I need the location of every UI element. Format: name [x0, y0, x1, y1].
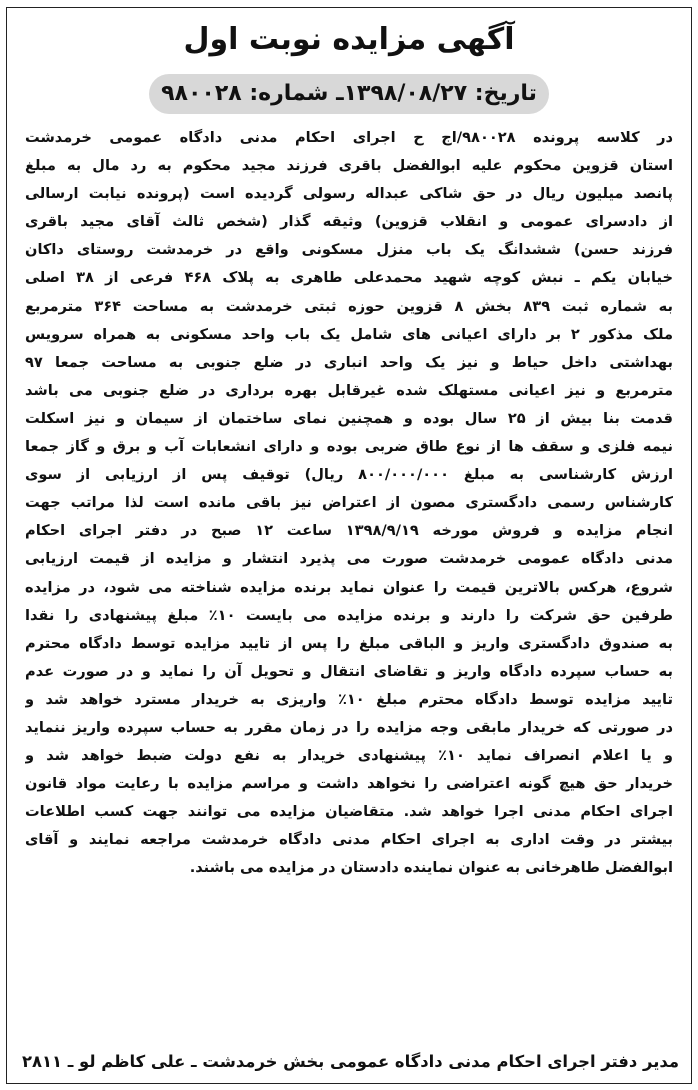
notice-body-line: اجرای احکام مدنی اجرا خواهد شد. متقاضیان مزایده می توانند جهت کسب اطلاعات: [25, 803, 673, 821]
notice-title: آگهی مزایده نوبت اول: [183, 22, 515, 57]
notice-body-line: در کلاسه پرونده ۹۸۰۰۲۸/اج ح اجرای احکام مدنی دادگاه عمومی خرمدشت: [25, 129, 673, 146]
notice-body-line: ارزش کارشناسی به مبلغ ۸۰۰/۰۰۰/۰۰۰ ریال) توقیف پس از ارزیابی از سوی: [25, 466, 673, 484]
notice-frame: [6, 7, 692, 1084]
notice-body-line: شروع، هرکس بالاترین قیمت را عنوان نماید برنده مزایده شناخته می شود، در مزایده: [25, 578, 673, 596]
notice-body: [7, 114, 691, 883]
notice-body-line: پانصد میلیون ریال در حق شاکی عبداله رسولی گردیده است (پرونده نیابت ارسالی: [25, 185, 673, 203]
notice-body-line: مترمربع و نیز اعیانی مستهلک شده غیرقابل بهره برداری در ضلع جنوبی می باشد: [25, 381, 673, 399]
notice-body-line: به شماره ثبت ۸۳۹ بخش ۸ قزوین حوزه ثبتی خرمدشت به مساحت ۳۶۴ مترمربع: [25, 297, 673, 315]
notice-body-line: خیابان یکم ـ نبش کوچه شهید محمدعلی طاهری به پلاک ۴۶۸ فرعی از ۳۸ اصلی: [25, 269, 673, 287]
notice-body-line: ملک مذکور ۲ بر دارای اعیانی های شامل یک باب واحد مسکونی به همراه سرویس: [25, 325, 673, 343]
notice-body-line: و یا اعلام انصراف نماید ۱۰٪ پیشنهادی خریدار به نفع دولت ضبط خواهد شد و: [25, 747, 673, 765]
notice-footer-signature: مدیر دفتر اجرای احکام مدنی دادگاه عمومی بخش خرمدشت ـ علی کاظم لو ـ ۲۸۱۱: [22, 1052, 679, 1071]
notice-body-line: تایید مزایده توسط دادگاه محترم مبلغ ۱۰٪ واریزی به خریدار مسترد خواهد شد و: [25, 690, 673, 708]
notice-body-line: فرزند حسن) ششدانگ یک باب منزل مسکونی واقع در خرمدشت روستای داکان: [25, 241, 673, 259]
notice-body-line: انجام مزایده و فروش مورخه ۱۳۹۸/۹/۱۹ ساعت ۱۲ صبح در دفتر اجرای احکام: [25, 522, 673, 540]
notice-body-line: استان قزوین محکوم علیه ابوالفضل باقری فرزند مجید محکوم به رد مال به مبلغ: [25, 157, 673, 175]
notice-body-line: به صندوق دادگستری واریز و الباقی مبلغ را پس از تایید مزایده توسط دادگاه محترم: [25, 634, 673, 652]
notice-body-line: به حساب سپرده دادگاه واریز و تقاضای انتقال و تحویل آن را نماید و در صورت عدم: [25, 662, 673, 680]
notice-body-line: نیمه فلزی و سقف ها از نوع طاق ضربی بوده و دارای انشعابات آب و برق و گاز جمعا: [25, 438, 673, 456]
notice-body-line: خریدار حق هیچ گونه اعتراضی را نخواهد داشت و مراسم مزایده با رعایت مواد قانون: [25, 775, 673, 793]
notice-body-line: در صورتی که خریدار مابقی وجه مزایده را در زمان مقرر به حساب سپرده واریز ننماید: [25, 718, 673, 736]
notice-body-line: بهداشتی داخل حیاط و نیز یک واحد انباری در ضلع جنوبی به مساحت جمعا ۹۷: [25, 353, 673, 371]
notice-body-line: ابوالفضل طاهرخانی به عنوان نماینده دادستان در مزایده می باشند.: [189, 859, 673, 877]
notice-date-number: تاریخ: ۱۳۹۸/۰۸/۲۷ـ شماره: ۹۸۰۰۲۸: [149, 74, 549, 114]
notice-body-line: مدنی دادگاه عمومی خرمدشت صورت می پذیرد انتشار و مزایده از قیمت ارزیابی: [25, 550, 673, 568]
notice-body-line: طرفین حق شرکت را دارند و برنده مزایده می بایست ۱۰٪ مبلغ پیشنهادی را نقدا: [25, 606, 673, 624]
notice-body-line: کارشناس رسمی دادگستری مصون از اعتراض نیز باقی مانده است لذا مراتب جهت: [25, 494, 673, 512]
notice-body-line: قدمت بنا بیش از ۲۵ سال بوده و همچنین نمای ساختمان از سیمان و نیز اسکلت: [25, 409, 673, 427]
notice-body-line: از دادسرای عمومی و انقلاب قزوین) وثیقه گذار (شخص ثالث آقای مجید باقری: [25, 213, 673, 231]
notice-body-line: بیشتر در وقت اداری به اجرای احکام مدنی دادگاه خرمدشت مراجعه نمایند و آقای: [25, 831, 673, 849]
